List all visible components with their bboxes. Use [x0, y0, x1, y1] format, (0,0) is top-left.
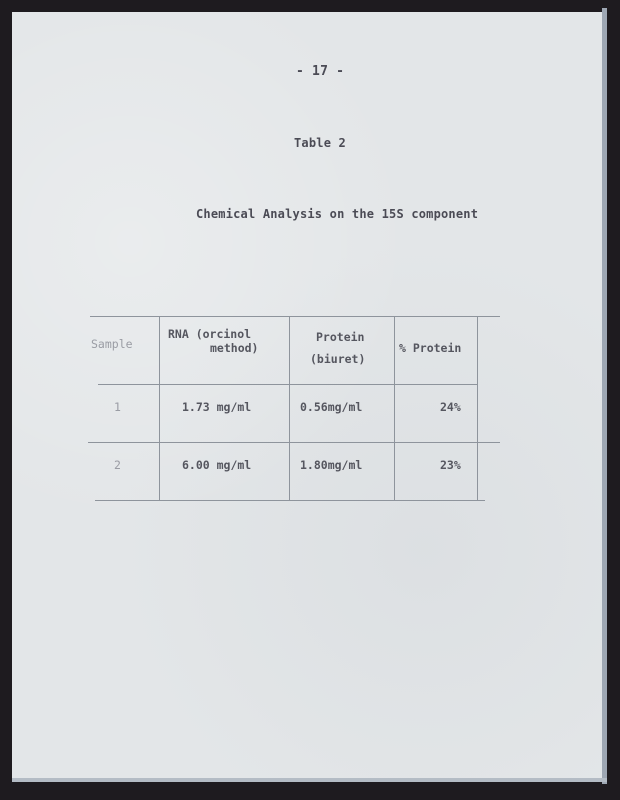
header-rna-line1: RNA (orcinol: [168, 327, 252, 341]
row2-pct: 23%: [440, 458, 461, 472]
row1-pct: 24%: [440, 400, 461, 414]
header-rna-line2: method): [210, 341, 259, 355]
table-rule-bottom: [95, 500, 485, 501]
row2-protein: 1.80mg/ml: [300, 458, 363, 472]
page-number: - 17 -: [296, 64, 345, 79]
table-col-divider-4: [477, 316, 478, 500]
header-pct-protein: % Protein: [399, 341, 462, 355]
page-edge-bottom: [12, 778, 607, 782]
table-rule-header: [98, 384, 478, 385]
row1-protein: 0.56mg/ml: [300, 400, 363, 414]
page-edge-right: [602, 8, 607, 784]
header-protein-line1: Protein: [316, 330, 365, 344]
table-col-divider-1: [159, 316, 160, 500]
row1-rna: 1.73 mg/ml: [182, 400, 252, 414]
row2-rna: 6.00 mg/ml: [182, 458, 252, 472]
table-col-divider-3: [394, 316, 395, 500]
row2-sample: 2: [114, 458, 121, 472]
header-sample: Sample: [91, 337, 133, 351]
table-rule-mid: [88, 442, 500, 443]
table-title: Chemical Analysis on the 15S component: [196, 207, 479, 221]
table-label: Table 2: [294, 136, 346, 150]
header-protein-line2: (biuret): [310, 352, 366, 366]
table-col-divider-2: [289, 316, 290, 500]
document-page: [12, 12, 602, 778]
table-rule-top: [90, 316, 500, 317]
row1-sample: 1: [114, 400, 121, 414]
